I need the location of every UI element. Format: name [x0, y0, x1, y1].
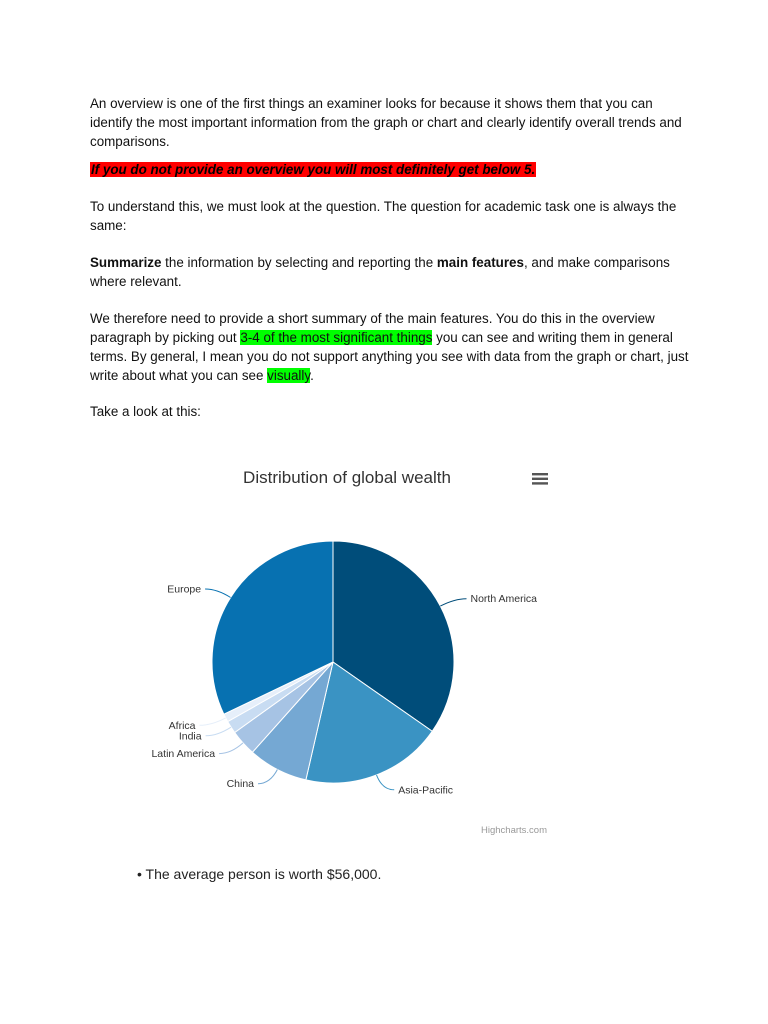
slice-label: China: [226, 778, 254, 791]
slice-label: Africa: [168, 719, 196, 732]
slice-label: Latin America: [151, 748, 216, 761]
connector-line: [206, 727, 231, 736]
slice-label: India: [178, 730, 202, 743]
hamburger-menu-icon[interactable]: [528, 468, 550, 488]
pie-chart: [140, 450, 570, 850]
warning-highlight: If you do not provide an overview you will most definitely get below 5.: [91, 162, 536, 177]
task-text-2: , and make comparisons where relevant.: [90, 255, 670, 289]
connector-line: [200, 718, 226, 725]
connector-line: [205, 589, 231, 598]
visually-highlight: visually: [267, 368, 311, 383]
connector-line: [440, 599, 466, 606]
summarize-bold: Summarize: [90, 255, 162, 270]
take-a-look-paragraph: Take a look at this:: [90, 404, 201, 419]
summary-paragraph: [90, 309, 690, 385]
intro-paragraph: An overview is one of the first things an examiner looks for because it shows them that you can identify the most important information from the graph or chart and clearly identify overall trends and comparisons.: [90, 96, 682, 149]
connector-line: [377, 775, 395, 790]
chart-credit[interactable]: Highcharts.com: [481, 825, 547, 836]
main-features-bold: main features: [436, 255, 524, 270]
connector-line: [219, 743, 243, 754]
slice-label: Asia-Pacific: [398, 784, 454, 797]
slice-label: North America: [470, 593, 538, 606]
connector-line: [258, 770, 277, 784]
slice-label: Europe: [167, 583, 202, 596]
warning-paragraph: [90, 160, 690, 179]
chart-title: Distribution of global wealth: [243, 468, 451, 487]
pie-chart-svg: [140, 450, 570, 850]
pie-slices: [212, 541, 454, 783]
bullet-point: • The average person is worth $56,000.: [137, 866, 382, 882]
significant-things-highlight: 3-4 of the most significant things: [240, 330, 433, 345]
task-paragraph: [90, 253, 690, 291]
summary-text-2: you can see and writing them in general terms. By general, I mean you do not support anything you see with data from the graph or chart, just write about what you can see: [90, 330, 689, 383]
question-paragraph: To understand this, we must look at the question. The question for academic task one is always the same:: [90, 199, 677, 233]
summary-text-3: .: [310, 368, 314, 383]
summary-text-1: We therefore need to provide a short summary of the main features. You do this in the overview paragraph by picking out: [90, 311, 655, 345]
task-text-1: the information by selecting and reporting the: [161, 255, 437, 270]
